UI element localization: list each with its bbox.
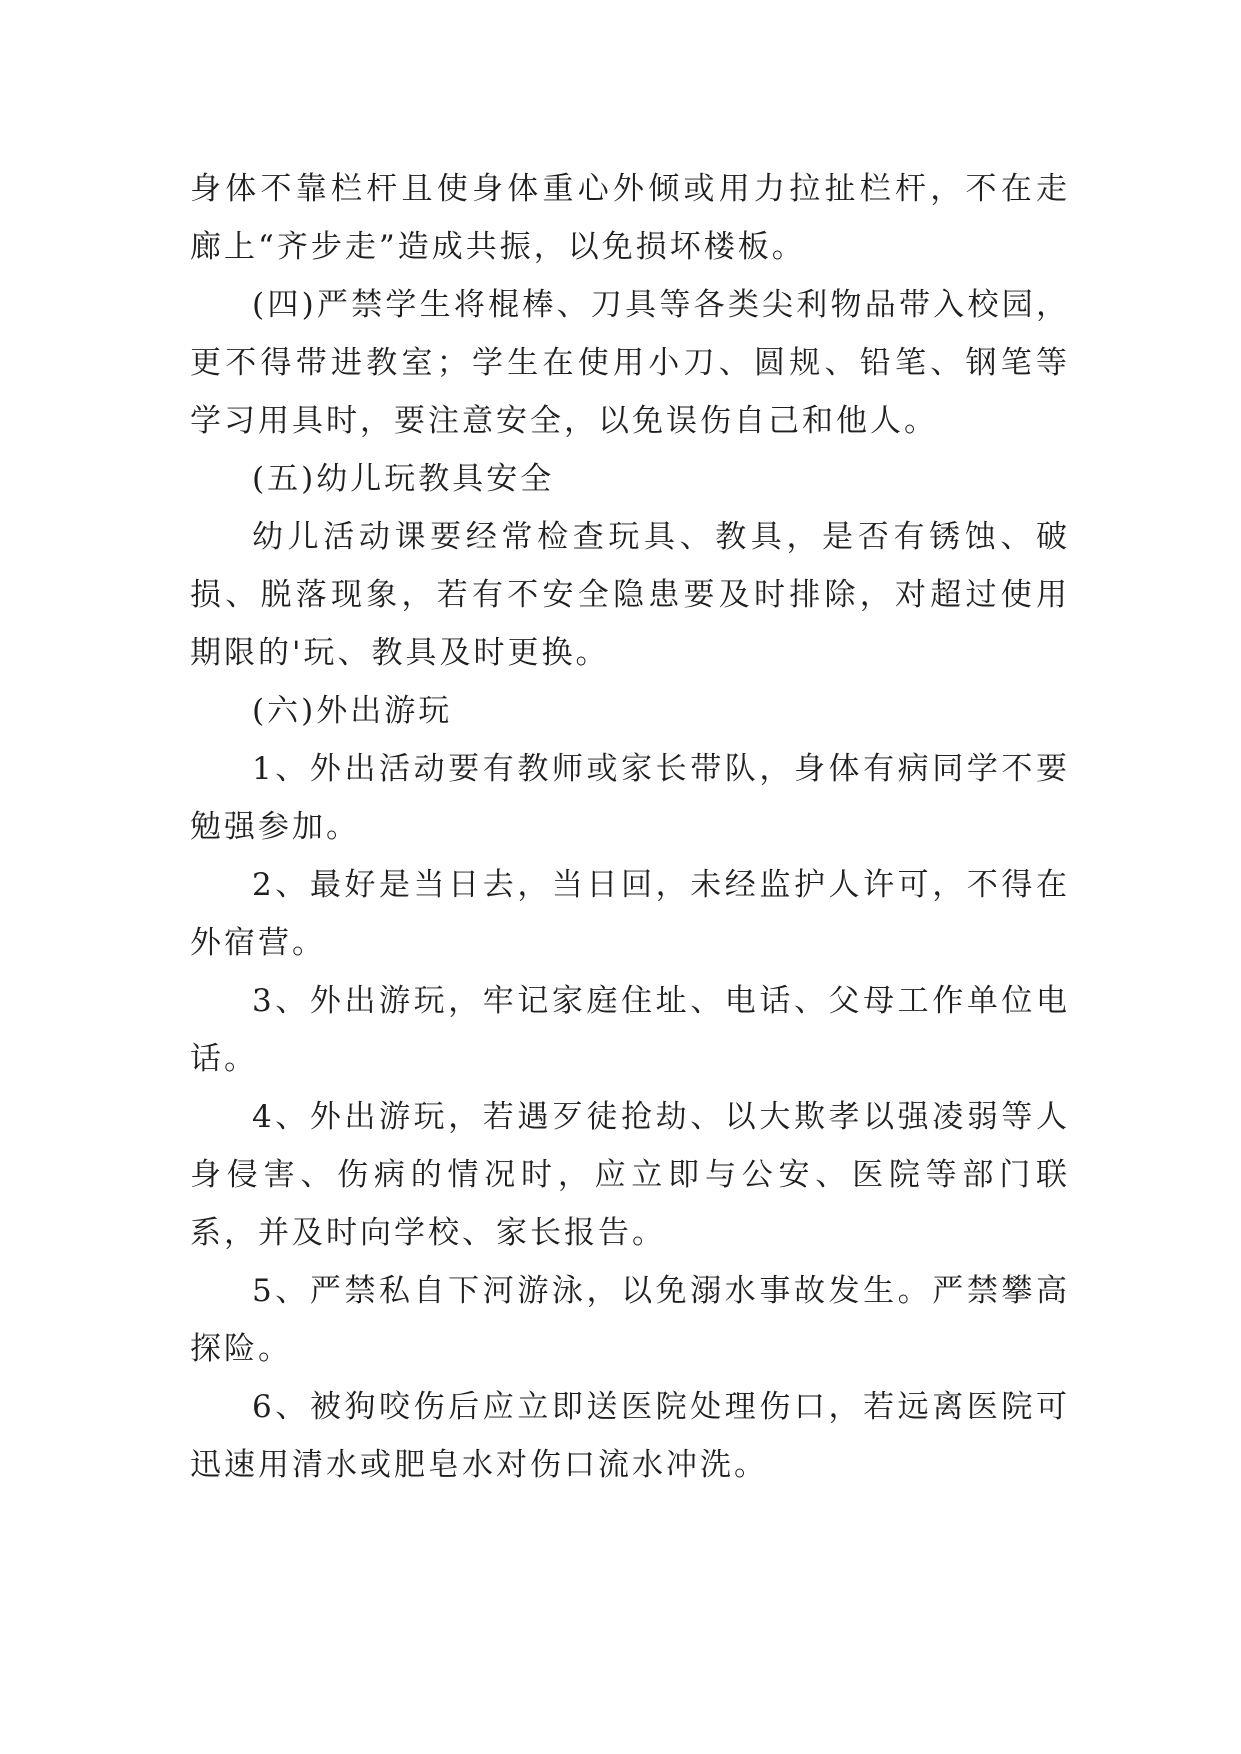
paragraph-toy-inspection: 幼儿活动课要经常检查玩具、教具，是否有锈蚀、破损、脱落现象，若有不安全隐患要及时排除，对超过使用期限的'玩、教具及时更换。 [190, 519, 1070, 671]
list-item-outing-2: 2、最好是当日去，当日回，未经监护人许可，不得在外宿营。 [190, 867, 1070, 961]
document-body [190, 160, 1070, 1494]
paragraph-sharp-objects: (四)严禁学生将棍棒、刀具等各类尖利物品带入校园，更不得带进教室；学生在使用小刀、圆规、铅笔、钢笔等学习用具时，要注意安全，以免误伤自己和他人。 [190, 287, 1070, 439]
list-item-outing-3: 3、外出游玩，牢记家庭住址、电话、父母工作单位电话。 [190, 983, 1070, 1077]
heading-outing: (六)外出游玩 [252, 693, 453, 729]
list-item-outing-5: 5、严禁私自下河游泳，以免溺水事故发生。严禁攀高探险。 [190, 1273, 1070, 1367]
list-item-outing-4: 4、外出游玩，若遇歹徒抢劫、以大欺孝以强凌弱等人身侵害、伤病的情况时，应立即与公安、医院等部门联系，并及时向学校、家长报告。 [190, 1099, 1070, 1251]
paragraph-railing-safety: 身体不靠栏杆且使身体重心外倾或用力拉扯栏杆，不在走廊上“齐步走”造成共振，以免损坏楼板。 [190, 171, 1070, 265]
list-item-outing-6: 6、被狗咬伤后应立即送医院处理伤口，若远离医院可迅速用清水或肥皂水对伤口流水冲洗。 [190, 1389, 1070, 1483]
list-item-outing-1: 1、外出活动要有教师或家长带队，身体有病同学不要勉强参加。 [190, 751, 1070, 845]
heading-toy-safety: (五)幼儿玩教具安全 [252, 461, 555, 497]
